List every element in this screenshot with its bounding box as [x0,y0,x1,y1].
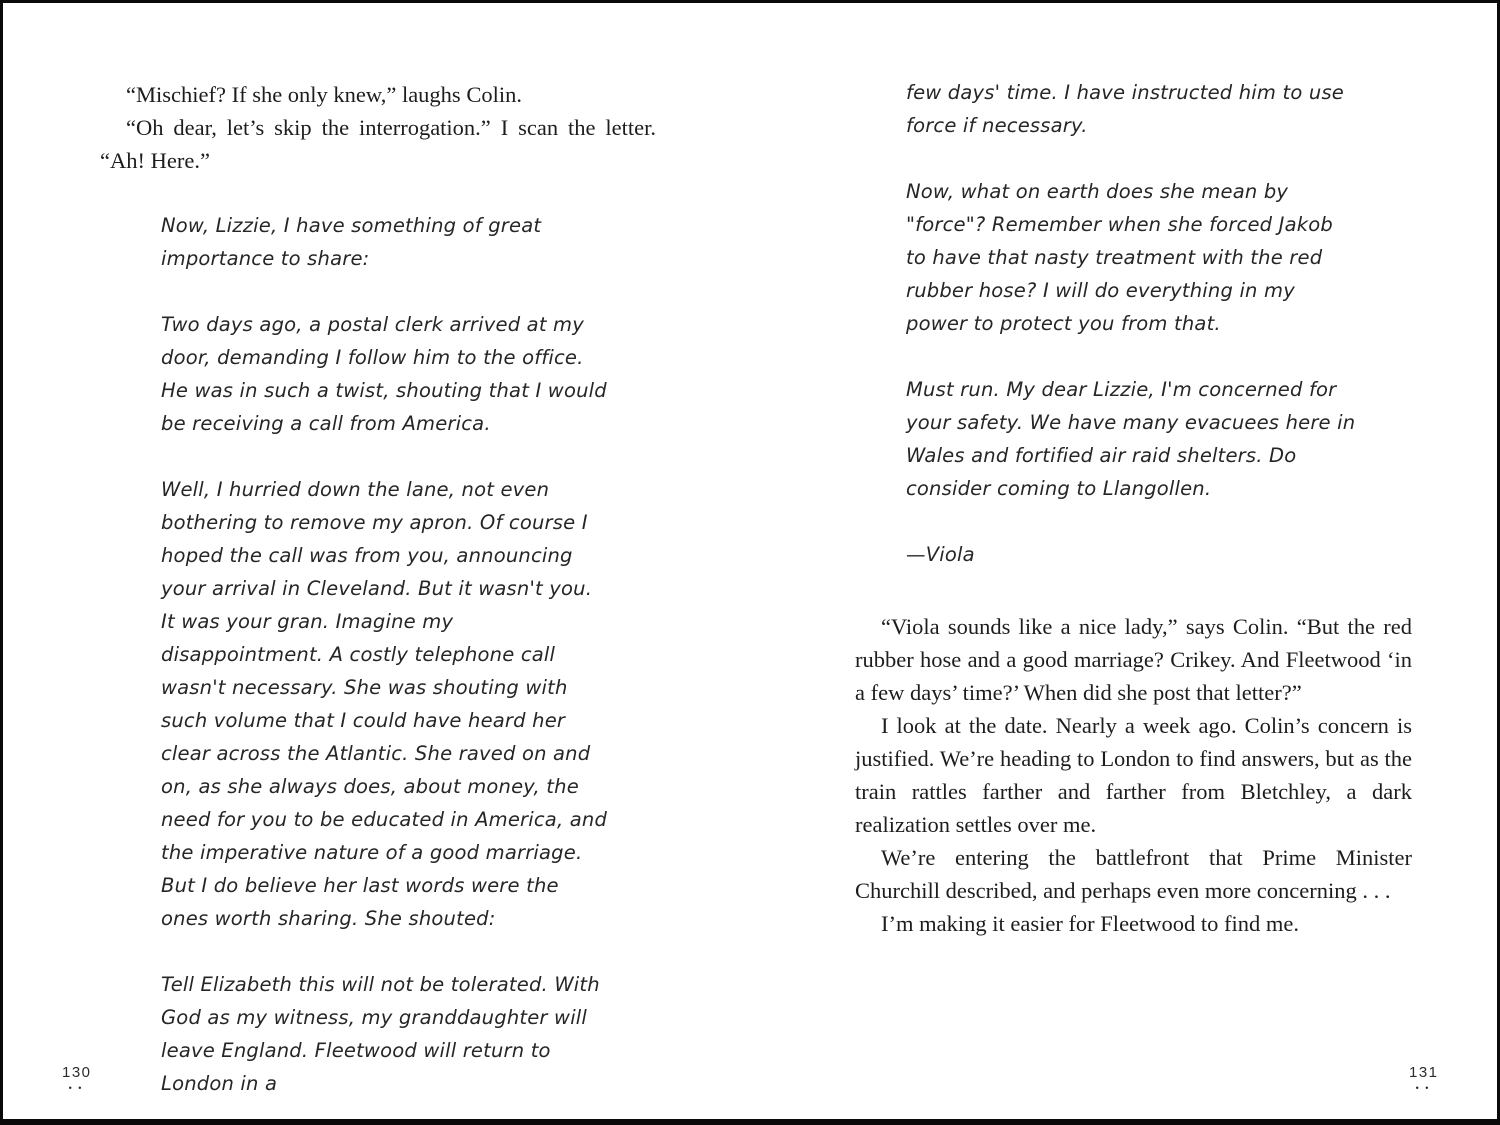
page-number: 131 [1409,1064,1439,1081]
narration-paragraph: I look at the date. Nearly a week ago. Colin’s concern is justified. We’re heading to London to find answers, but as the train rattles farther and farther from Bletchley, a dark realization settles over me. [855,713,1412,837]
narration-paragraph: I’m making it easier for Fleetwood to find me. [881,911,1300,936]
footer-dots-icon: • • [68,1083,84,1093]
page-number: 130 [62,1064,92,1081]
left-narration-block [100,78,656,177]
letter-paragraph: Now, what on earth does she mean by "force"? Remember when she forced Jakob to have that nasty treatment with the red rubber hose? I will do everything in my power to protect you from that. [906,180,1333,335]
letter-paragraph: Well, I hurried down the lane, not even bothering to remove my apron. Of course I hoped the call was from you, announcing your arrival in Cleveland. But it wasn't you. It was your gran. Imagine my disappointment. A costly telephone call wasn't necessary. She was shouting with such volume that I could have heard her clear across the Atlantic. She raved on and on, as she always does, about money, the need for you to be educated in America, and the imperative nature of a good marriage. But I do believe her last words were the ones worth sharing. She shouted: [161,478,608,930]
right-letter-block [906,76,1358,571]
left-page-footer [62,1065,90,1093]
footer-dots-icon: • • [1415,1083,1431,1093]
letter-paragraph: Two days ago, a postal clerk arrived at my door, demanding I follow him to the office. He was in such a twist, shouting that I would be receiving a call from America. [161,313,607,435]
narration-paragraph: “Viola sounds like a nice lady,” says Colin. “But the red rubber hose and a good marriage? Crikey. And Fleetwood ‘in a few days’ time?’ When did she post that letter?” [855,614,1412,705]
right-narration-block [855,610,1412,940]
letter-paragraph: Must run. My dear Lizzie, I'm concerned for your safety. We have many evacuees here in Wales and fortified air raid shelters. Do consider coming to Llangollen. [906,378,1356,500]
narration-paragraph: We’re entering the battlefront that Prime Minister Churchill described, and perhaps even more concerning . . . [855,845,1412,903]
narration-paragraph: “Mischief? If she only knew,” laughs Colin. [126,82,522,107]
narration-paragraph: “Oh dear, let’s skip the interrogation.” I scan the letter. “Ah! Here.” [100,115,656,173]
left-letter-block [161,209,609,1100]
letter-paragraph: few days' time. I have instructed him to use force if necessary. [906,81,1344,137]
letter-paragraph: Tell Elizabeth this will not be tolerated. With God as my witness, my granddaughter will leave England. Fleetwood will return to London in a [161,973,600,1095]
right-page-footer [1409,1065,1437,1093]
letter-paragraph: Now, Lizzie, I have something of great importance to share: [161,214,542,270]
letter-signature: —Viola [906,543,975,566]
